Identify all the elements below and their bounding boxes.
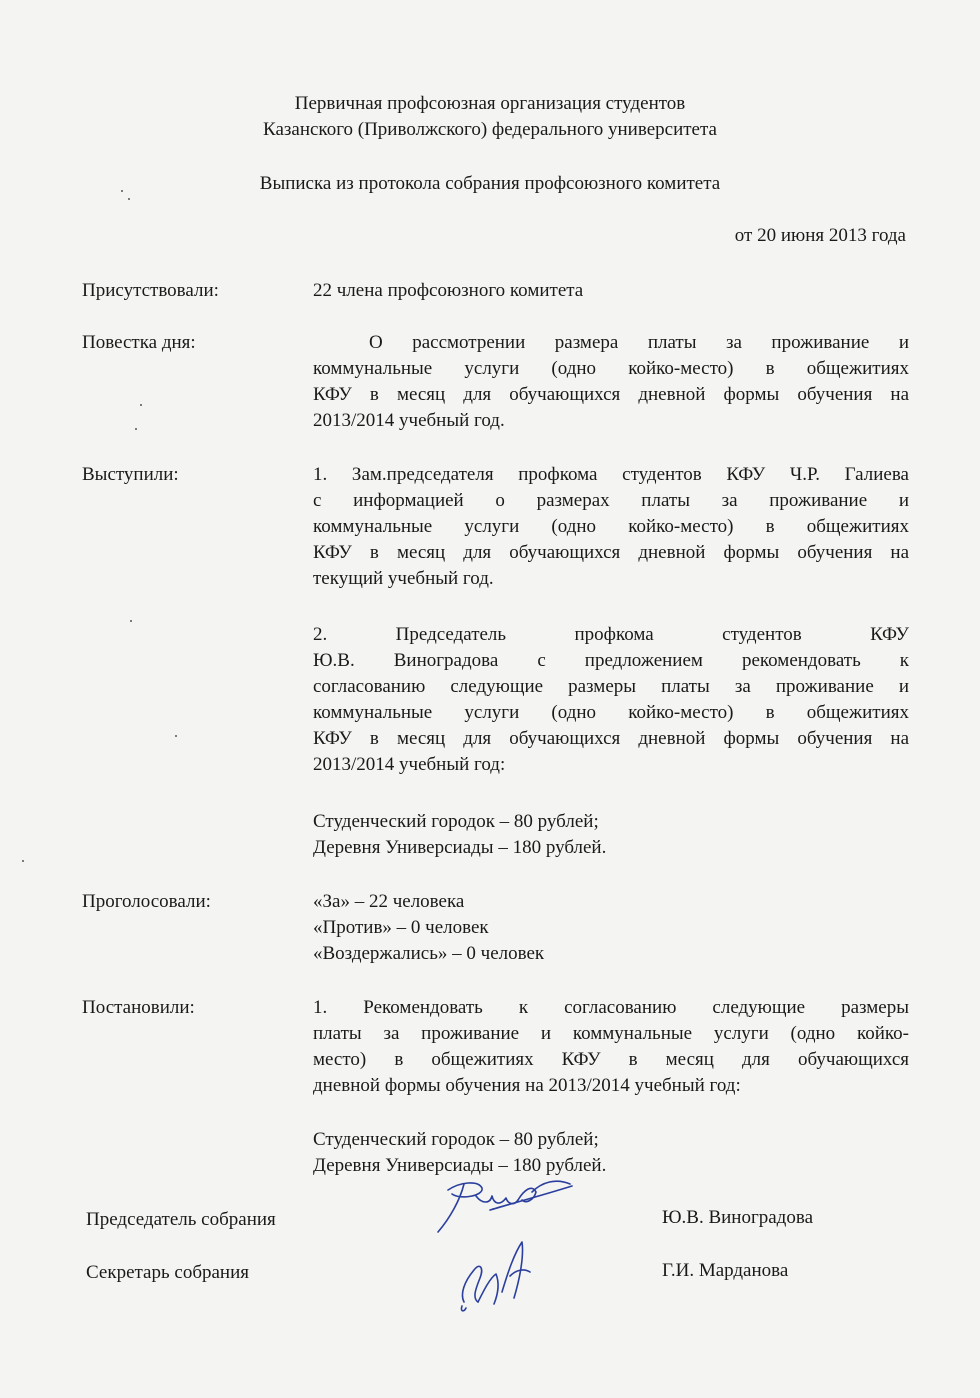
speaker-1-text: [313, 462, 909, 592]
speaker-2-line: коммунальные услуги (одно койко-место) в общежитиях: [313, 702, 909, 723]
secretary-signature: [450, 1232, 540, 1318]
speaker-2-line: 2013/2014 учебный год:: [313, 754, 506, 775]
speaker-prices: [313, 809, 909, 861]
chair-role: Председатель собрания: [86, 1209, 276, 1230]
price-line: Студенческий городок – 80 рублей;: [313, 1129, 599, 1150]
speaker-1-line: 1. Зам.председателя профкома студентов КФУ Ч.Р. Галиева: [313, 464, 909, 485]
voted-text: [313, 889, 909, 967]
scan-speck: [22, 860, 24, 862]
scan-speck: [135, 428, 137, 430]
agenda-label: Повестка дня:: [82, 332, 196, 353]
document-title: Выписка из протокола собрания профсоюзного комитета: [259, 173, 721, 194]
speaker-1-line: с информацией о размерах платы за проживание и: [313, 490, 909, 511]
present-text: [313, 278, 909, 304]
resolved-label: Постановили:: [82, 997, 195, 1018]
agenda-line: 2013/2014 учебный год.: [313, 410, 505, 431]
chair-name: Ю.В. Виноградова: [662, 1207, 814, 1228]
present-label: Присутствовали:: [82, 280, 219, 301]
resolved-line: место) в общежитиях КФУ в месяц для обучающихся: [313, 1049, 909, 1070]
voted-label: Проголосовали:: [82, 891, 211, 912]
speaker-2-text: [313, 622, 909, 778]
resolved-line: 1. Рекомендовать к согласованию следующие размеры: [313, 997, 909, 1018]
agenda-text: [313, 330, 909, 434]
scan-speck: [175, 735, 177, 737]
resolved-prices: [313, 1127, 909, 1179]
scan-speck: [130, 620, 132, 622]
speaker-2-line: КФУ в месяц для обучающихся дневной формы обучения на: [313, 728, 909, 749]
resolved-line: платы за проживание и коммунальные услуги (одно койко-: [313, 1023, 909, 1044]
secretary-name: Г.И. Марданова: [662, 1260, 789, 1281]
agenda-line: КФУ в месяц для обучающихся дневной формы обучения на: [313, 384, 909, 405]
speaker-1-line: коммунальные услуги (одно койко-место) в общежитиях: [313, 516, 909, 537]
document-date: от 20 июня 2013 года: [734, 225, 906, 246]
vote-line: «За» – 22 человека: [313, 891, 465, 912]
speaker-2-line: согласованию следующие размеры платы за проживание и: [313, 676, 909, 697]
scan-speck: [128, 198, 130, 200]
price-line: Студенческий городок – 80 рублей;: [313, 811, 599, 832]
agenda-line: коммунальные услуги (одно койко-место) в общежитиях: [313, 358, 909, 379]
org-line-2: Казанского (Приволжского) федерального университета: [263, 119, 717, 140]
secretary-role: Секретарь собрания: [86, 1262, 249, 1283]
vote-line: «Против» – 0 человек: [313, 917, 489, 938]
speakers-label: Выступили:: [82, 464, 179, 485]
price-line: Деревня Универсиады – 180 рублей.: [313, 1155, 607, 1176]
agenda-line: О рассмотрении размера платы за проживание и: [369, 332, 909, 353]
speaker-2-line: 2. Председатель профкома студентов КФУ: [313, 624, 909, 645]
speaker-1-line: КФУ в месяц для обучающихся дневной формы обучения на: [313, 542, 909, 563]
price-line: Деревня Универсиады – 180 рублей.: [313, 837, 607, 858]
vote-line: «Воздержались» – 0 человек: [313, 943, 545, 964]
speaker-1-line: текущий учебный год.: [313, 568, 494, 589]
speaker-2-line: Ю.В. Виноградова с предложением рекомендовать к: [313, 650, 909, 671]
org-line-1: Первичная профсоюзная организация студентов: [294, 93, 686, 114]
present-line: 22 члена профсоюзного комитета: [313, 280, 584, 301]
scan-speck: [140, 404, 142, 406]
resolved-line: дневной формы обучения на 2013/2014 учебный год:: [313, 1075, 741, 1096]
resolved-text: [313, 995, 909, 1099]
